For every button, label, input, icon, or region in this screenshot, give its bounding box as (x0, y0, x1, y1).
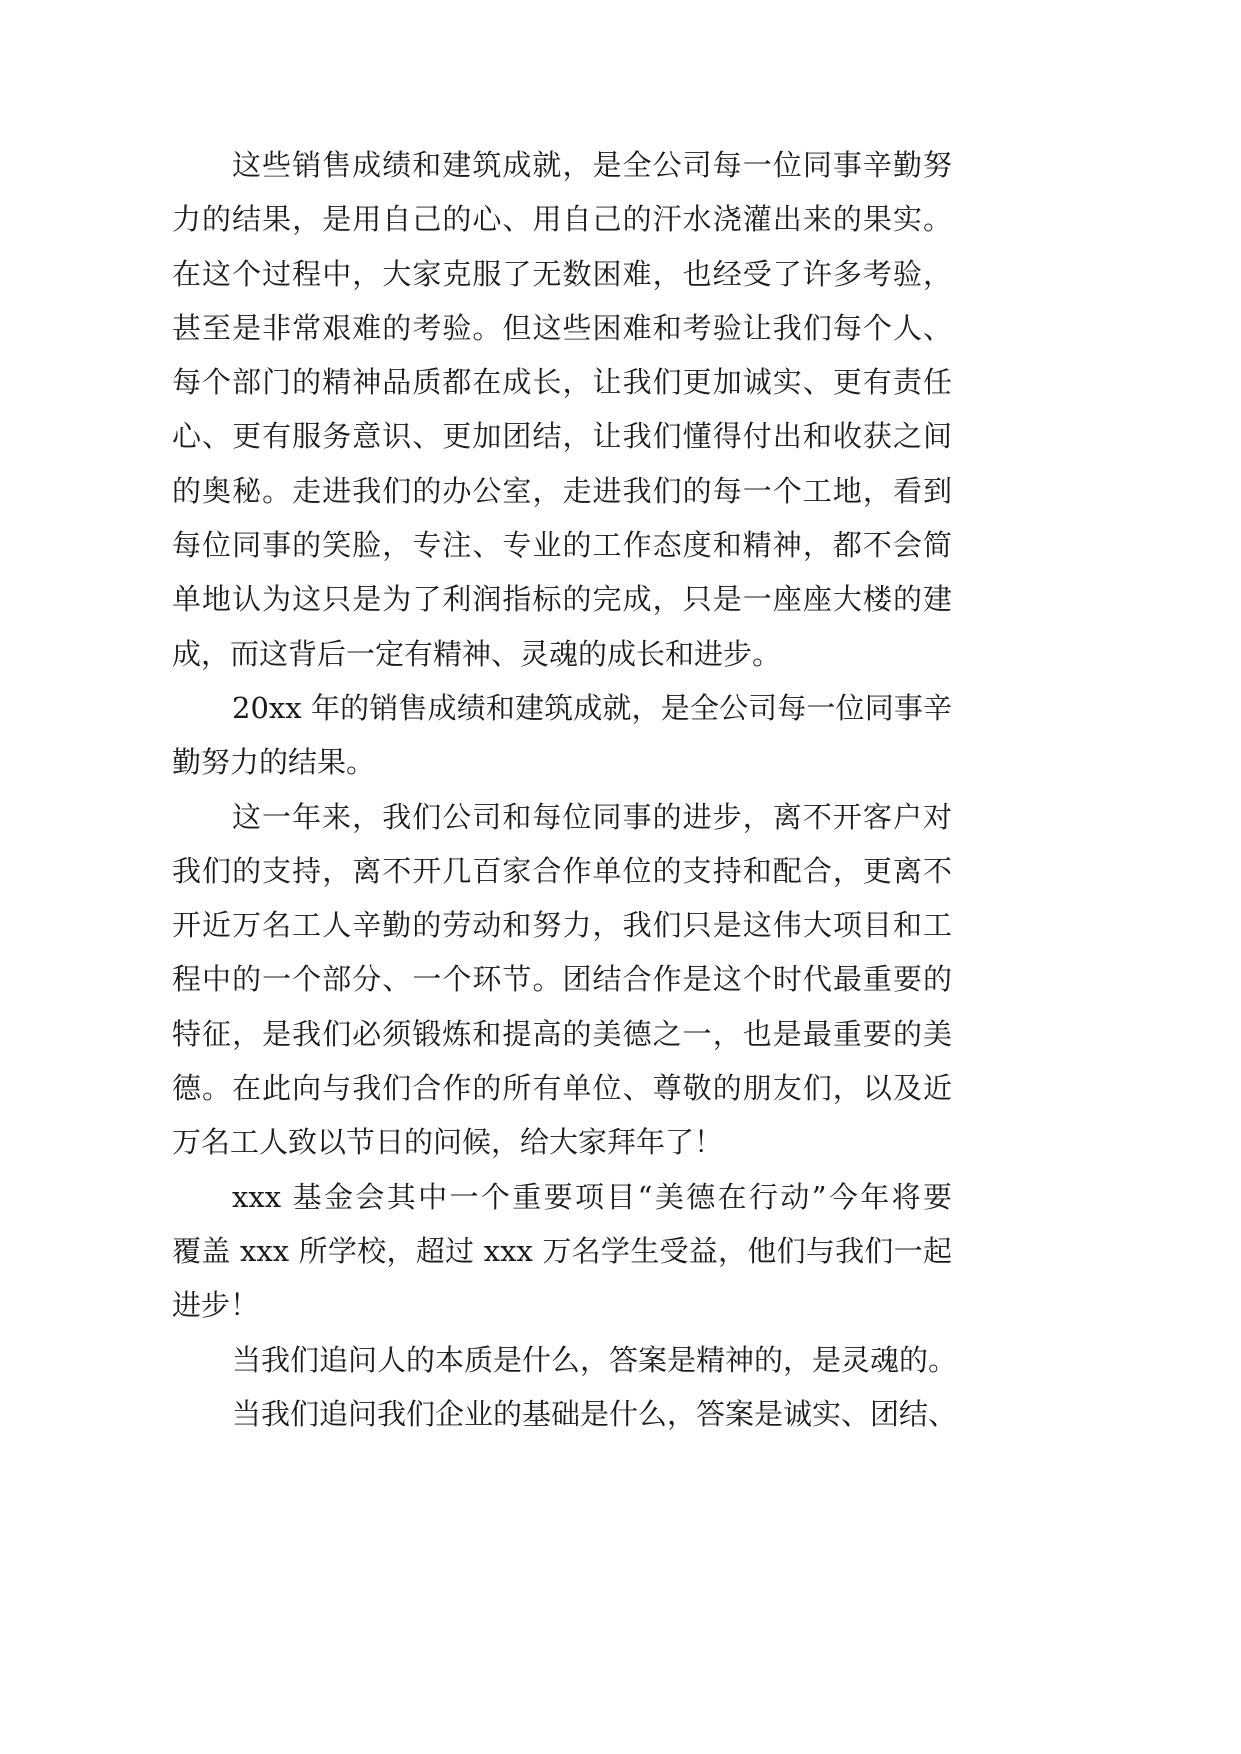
text-line: 成，而这背后一定有精神、灵魂的成长和进步。 (172, 636, 782, 671)
text-line: 这一年来，我们公司和每位同事的进步，离不开客户对 (232, 799, 952, 834)
text-line: 20xx 年的销售成绩和建筑成就，是全公司每一位同事辛 (232, 690, 952, 725)
text-line: 开近万名工人辛勤的劳动和努力，我们只是这伟大项目和工 (172, 908, 952, 943)
text-line: 的奥秘。走进我们的办公室，走进我们的每一个工地，看到 (172, 473, 952, 508)
text-line: 德。在此向与我们合作的所有单位、尊敬的朋友们，以及近 (172, 1071, 952, 1106)
text-line: 每位同事的笑脸，专注、专业的工作态度和精神，都不会简 (172, 528, 952, 563)
text-line: 当我们追问我们企业的基础是什么，答案是诚实、团结、 (232, 1396, 958, 1431)
text-line: 心、更有服务意识、更加团结，让我们懂得付出和收获之间 (172, 419, 952, 454)
paragraph (172, 1333, 958, 1387)
text-line: 勤努力的结果。 (172, 745, 376, 780)
text-line: 这些销售成绩和建筑成就，是全公司每一位同事辛勤努 (232, 148, 952, 182)
paragraph (172, 681, 952, 790)
paragraph (172, 790, 952, 1170)
text-line: 力的结果，是用自己的心、用自己的汗水浇灌出来的果实。 (172, 202, 952, 237)
text-line: 当我们追问人的本质是什么，答案是精神的，是灵魂的。 (232, 1342, 958, 1377)
text-line: 万名工人致以节日的问候，给大家拜年了！ (172, 1125, 724, 1160)
paragraph (172, 1387, 958, 1441)
text-line: 我们的支持，离不开几百家合作单位的支持和配合，更离不 (172, 853, 952, 888)
text-line: 程中的一个部分、一个环节。团结合作是这个时代最重要的 (172, 962, 952, 997)
text-line: 进步！ (172, 1288, 260, 1323)
text-line: 每个部门的精神品质都在成长，让我们更加诚实、更有责任 (172, 365, 952, 400)
text-line: 单地认为这只是为了利润指标的完成，只是一座座大楼的建 (172, 582, 952, 617)
text-line: 在这个过程中，大家克服了无数困难，也经受了许多考验， (172, 256, 952, 291)
text-line: 甚至是非常艰难的考验。但这些困难和考验让我们每个人、 (172, 310, 952, 345)
paragraph (172, 1170, 952, 1333)
document-body (172, 138, 958, 1441)
text-line: 特征，是我们必须锻炼和提高的美德之一，也是最重要的美 (172, 1016, 952, 1051)
text-line: 覆盖 xxx 所学校，超过 xxx 万名学生受益，他们与我们一起 (172, 1233, 952, 1268)
paragraph (172, 138, 952, 681)
text-line: xxx 基金会其中一个重要项目“美德在行动”今年将要 (232, 1179, 952, 1214)
